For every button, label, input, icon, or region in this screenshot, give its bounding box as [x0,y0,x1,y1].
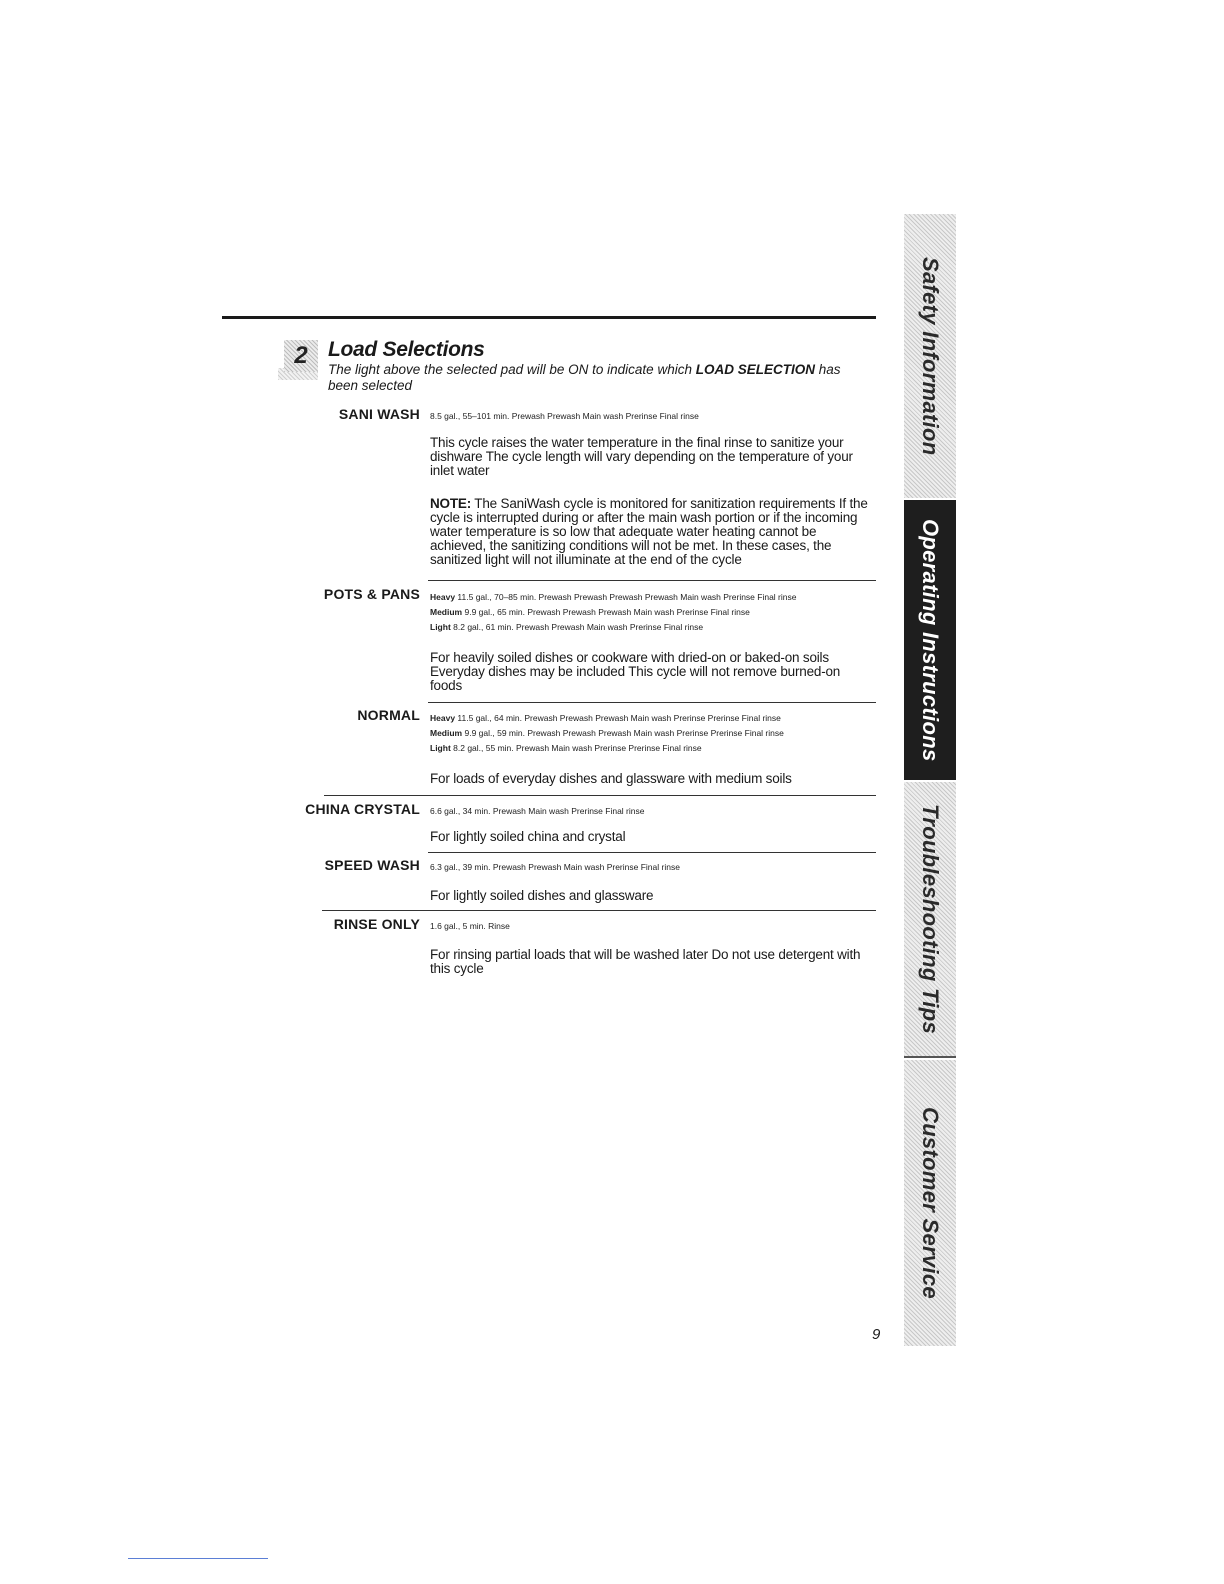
tab-troubleshooting-tips-label: Troubleshooting Tips [918,803,943,1035]
section-intro: The light above the selected pad will be ON to indicate which LOAD SELECTION has been selected [328,362,841,393]
divider [428,852,876,853]
section-number-icon [284,340,318,372]
cycle-desc-china-crystal: For lightly soiled china and crystal [430,829,626,844]
cycle-spec-normal-medium: Medium 9.9 gal., 59 min. Prewash Prewash Prewash Main wash Prerinse Prerinse Final rinse [430,728,784,738]
tab-safety-information[interactable] [904,214,956,498]
divider [322,910,876,911]
cycle-spec-pots-heavy: Heavy 11.5 gal., 70–85 min. Prewash Prewash Prewash Prewash Main wash Prerinse Final rinse [430,592,797,602]
cycle-spec-speed-wash: 6.3 gal., 39 min. Prewash Prewash Main wash Prerinse Final rinse [430,862,680,872]
cycle-desc-rinse-only: For rinsing partial loads that will be washed later Do not use detergent with this cycle [430,947,861,976]
tab-customer-service-label: Customer Service [918,1107,943,1299]
cycle-desc-pots-pans: For heavily soiled dishes or cookware with dried-on or baked-on soils Everyday dishes may be included This cycle will not remove burned-on foods [430,650,841,693]
cycle-spec-normal-light: Light 8.2 gal., 55 min. Prewash Main wash Prerinse Prerinse Final rinse [430,743,702,753]
cycle-spec-pots-light: Light 8.2 gal., 61 min. Prewash Prewash Main wash Prerinse Final rinse [430,622,704,632]
section-number: 2 [294,342,308,369]
tab-customer-service[interactable] [904,1060,956,1346]
cycle-label-speed-wash: SPEED WASH [324,857,420,873]
cycle-spec-china-crystal: 6.6 gal., 34 min. Prewash Main wash Prerinse Final rinse [430,806,645,816]
tab-troubleshooting-tips[interactable] [904,782,956,1056]
tab-operating-instructions-label: Operating Instructions [918,518,943,762]
divider [324,795,876,796]
cycle-spec-pots-medium: Medium 9.9 gal., 65 min. Prewash Prewash Prewash Main wash Prerinse Final rinse [430,607,750,617]
tab-separator [904,1056,956,1058]
cycle-desc-normal: For loads of everyday dishes and glassware with medium soils [430,771,792,786]
cycle-label-rinse-only: RINSE ONLY [333,916,420,932]
top-rule [222,316,876,319]
cycle-label-pots-pans: POTS & PANS [323,586,420,602]
cycle-spec-normal-heavy: Heavy 11.5 gal., 64 min. Prewash Prewash Prewash Main wash Prerinse Prerinse Final rinse [430,713,781,723]
divider [428,580,876,581]
cycle-spec-sani-wash: 8.5 gal., 55–101 min. Prewash Prewash Main wash Prerinse Final rinse [430,411,699,421]
cycle-label-china-crystal: CHINA CRYSTAL [305,801,420,817]
cycle-label-normal: NORMAL [357,707,420,723]
tab-operating-instructions[interactable] [904,500,956,780]
cycle-desc-speed-wash: For lightly soiled dishes and glassware [430,888,654,903]
page-number: 9 [872,1326,881,1343]
cycle-desc-sani-wash: This cycle raises the water temperature in the final rinse to sanitize your dishware The cycle length will vary depending on the temperature of your inlet water [430,435,853,478]
cycle-label-sani-wash: SANI WASH [338,406,420,422]
divider [428,702,876,703]
section-title: Load Selections [328,338,485,361]
cycle-spec-rinse-only: 1.6 gal., 5 min. Rinse [430,921,510,931]
tab-safety-information-label: Safety Information [918,256,943,456]
cycle-note-sani-wash: NOTE: The SaniWash cycle is monitored for sanitization requirements If the cycle is interrupted during or after the main wash portion or if the incoming water temperature is so low that adequate water heating cannot be achieved, the sanitizing conditions will not be met. In these cases, the sanitized light will not illuminate at the end of the cycle [430,496,868,567]
footnote-rule [128,1558,268,1559]
